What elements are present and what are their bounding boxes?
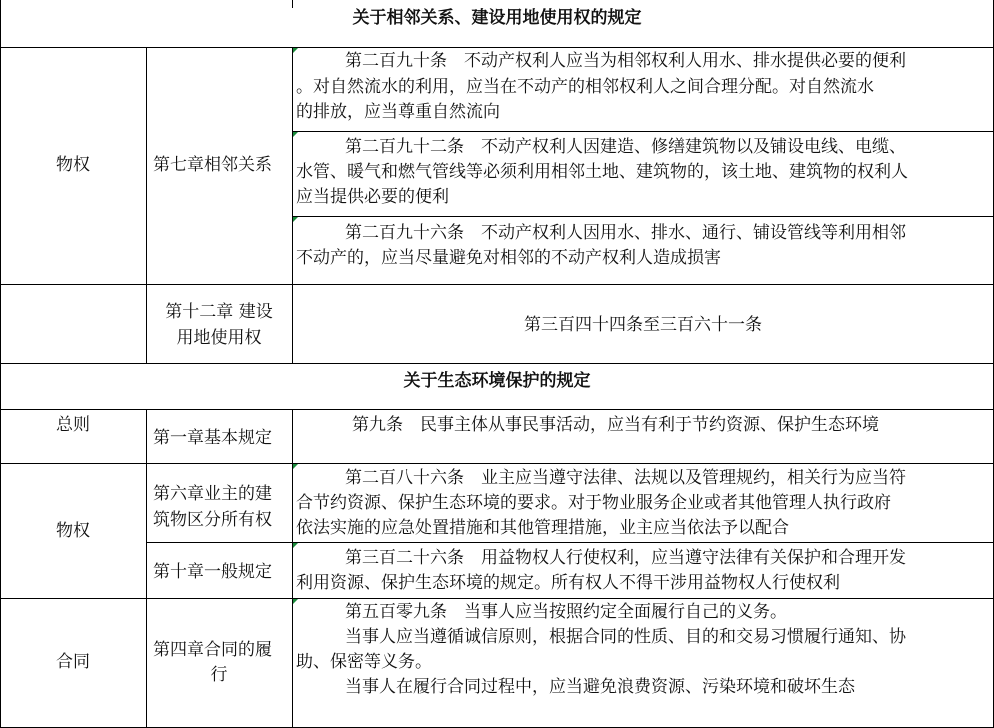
grid-line: [0, 284, 994, 285]
text-line: 第二百九十二条 不动产权利人因建造、修缮建筑物以及铺设电线、电缆、: [345, 137, 906, 157]
grid-line: [292, 216, 994, 217]
text-line: 。对自然流水的利用，应当在不动产的相邻权利人之间合理分配。对自然流水: [296, 77, 874, 97]
text-line: 应当提供必要的便利: [296, 187, 449, 207]
cell-marker: [293, 464, 298, 469]
chapter-cell: 行: [210, 665, 228, 685]
chapter-cell: 第六章业主的建: [153, 484, 272, 504]
chapter-cell: 第七章相邻关系: [153, 155, 272, 175]
law-cell: 物权: [56, 155, 90, 175]
text-line: 依法实施的应急处置措施和其他管理措施，业主应当依法予以配合: [296, 518, 789, 538]
article-9: 第九条 民事主体从事民事活动，应当有利于节约资源、保护生态环境: [352, 415, 879, 435]
text-line: 第三百二十六条 用益物权人行使权利，应当遵守法律有关保护和合理开发: [345, 548, 906, 568]
text-line: 助、保密等义务。: [296, 652, 432, 672]
law-cell: 合同: [56, 652, 90, 672]
chapter-cell: 用地使用权: [176, 328, 262, 348]
text-line: 当事人应当遵循诚信原则，根据合同的性质、目的和交易习惯履行通知、协: [345, 627, 906, 647]
grid-line: [0, 463, 994, 464]
cell-marker: [293, 48, 298, 53]
cell-marker: [293, 132, 298, 137]
text-line: 水管、暖气和燃气管线等必须利用相邻土地、建筑物的，该土地、建筑物的权利人: [296, 162, 908, 182]
text-line: 第二百九十条 不动产权利人应当为相邻权利人用水、排水提供必要的便利: [345, 51, 906, 71]
text-line: 的排放，应当尊重自然流向: [296, 102, 500, 122]
grid-line: [0, 363, 994, 364]
grid-line: [0, 598, 994, 599]
grid-line: [292, 409, 293, 728]
grid-line: [0, 409, 994, 410]
grid-line: [0, 0, 1, 728]
text-line: 第二百八十六条 业主应当遵守法律、法规以及管理规约，相关行为应当符: [345, 468, 906, 488]
cell-marker: [293, 543, 298, 548]
section-heading: 关于生态环境保护的规定: [403, 371, 591, 391]
chapter-cell: 第十二章 建设: [165, 302, 273, 322]
grid-line: [292, 131, 994, 132]
text-line: 当事人在履行合同过程中，应当避免浪费资源、污染环境和破坏生态: [345, 677, 855, 697]
chapter-cell: 第十章一般规定: [153, 562, 272, 582]
text-line: 第二百九十六条 不动产权利人因用水、排水、通行、铺设管线等利用相邻: [345, 223, 906, 243]
text-line: 合节约资源、保护生态环境的要求。对于物业服务企业或者其他管理人执行政府: [296, 493, 891, 513]
text-line: 第五百零九条 当事人应当按照约定全面履行自己的义务。: [345, 602, 787, 622]
chapter-cell: 第一章基本规定: [153, 428, 272, 448]
section-heading: 关于相邻关系、建设用地使用权的规定: [352, 8, 642, 28]
law-cell: 总则: [56, 415, 90, 435]
cell-marker: [293, 599, 298, 604]
law-cell: 物权: [56, 521, 90, 541]
text-line: 不动产的，应当尽量避免对相邻的不动产权利人造成损害: [296, 248, 721, 268]
text-line: 利用资源、保护生态环境的规定。所有权人不得干涉用益物权人行使权利: [296, 573, 840, 593]
article-range: 第三百四十四条至三百六十一条: [524, 315, 762, 335]
grid-line: [0, 47, 994, 48]
chapter-cell: 筑物区分所有权: [153, 510, 272, 530]
cell-marker: [293, 217, 298, 222]
grid-line: [146, 542, 994, 543]
chapter-cell: 第四章合同的履: [153, 640, 272, 660]
